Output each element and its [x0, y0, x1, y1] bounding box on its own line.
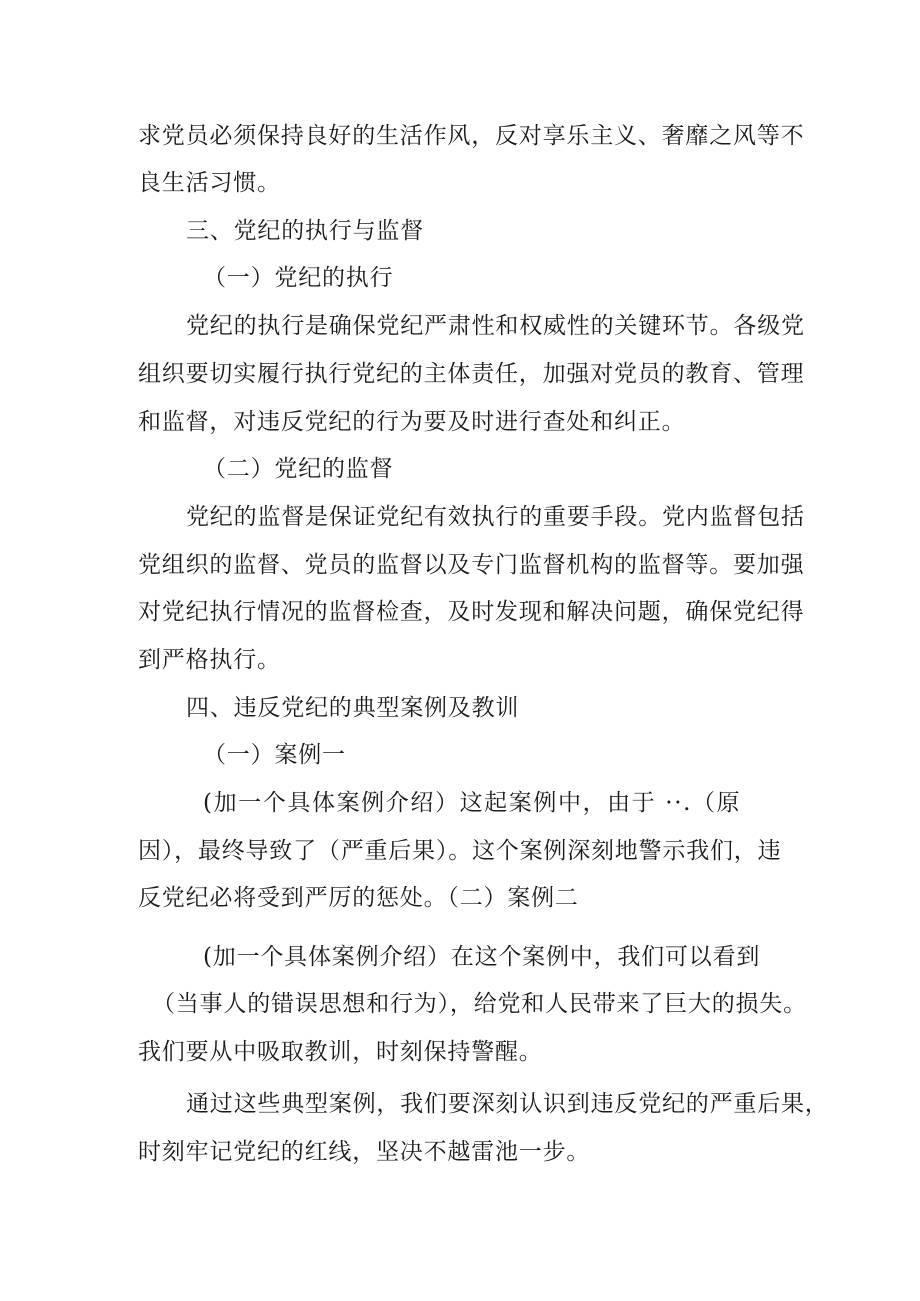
- body-text-line: 和监督，对违反党纪的行为要及时进行查处和纠正。: [138, 409, 686, 435]
- subsection-heading: （一）党纪的执行: [203, 265, 394, 291]
- body-text-line: （当事人的错误思想和行为），给党和人民带来了巨大的损失。: [152, 991, 807, 1017]
- body-text-line: 党纪的执行是确保党纪严肃性和权威性的关键环节。各级党: [186, 313, 805, 339]
- body-text-line: 通过这些典型案例，我们要深刻认识到违反党纪的严重后果，: [186, 1091, 829, 1117]
- body-text-line: 反党纪必将受到严厉的惩处。（二）案例二: [138, 885, 579, 911]
- body-text-line: 对党纪执行情况的监督检查，及时发现和解决问题，确保党纪得: [138, 599, 805, 625]
- body-text-line: 时刻牢记党纪的红线，坚决不越雷池一步。: [138, 1139, 591, 1165]
- body-text-line: 求党员必须保持良好的生活作风，反对享乐主义、奢靡之风等不: [138, 123, 805, 149]
- body-text-line: 良生活习惯。: [138, 170, 281, 196]
- section-heading: 四、违反党纪的典型案例及教训: [186, 695, 520, 721]
- body-text-line: 党组织的监督、党员的监督以及专门监督机构的监督等。要加强: [138, 552, 805, 578]
- subsection-heading: （二）党纪的监督: [203, 456, 394, 482]
- body-text-line: 组织要切实履行执行党纪的主体责任，加强对党员的教育、管理: [138, 361, 805, 387]
- section-heading: 三、党纪的执行与监督: [186, 218, 424, 244]
- subsection-heading: （一）案例一: [203, 742, 346, 768]
- body-text-line: 到严格执行。: [138, 647, 281, 673]
- body-text-line: 因），最终导致了（严重后果）。这个案例深刻地警示我们，违: [138, 838, 782, 864]
- body-text-line: (加一个具体案例介绍）在这个案例中，我们可以看到: [203, 944, 761, 970]
- body-text-line: 我们要从中吸取教训，时刻保持警醒。: [138, 1039, 543, 1065]
- body-text-line: 党纪的监督是保证党纪有效执行的重要手段。党内监督包括: [186, 504, 805, 530]
- body-text-line: (加一个具体案例介绍）这起案例中，由于 ··.（原: [203, 790, 742, 816]
